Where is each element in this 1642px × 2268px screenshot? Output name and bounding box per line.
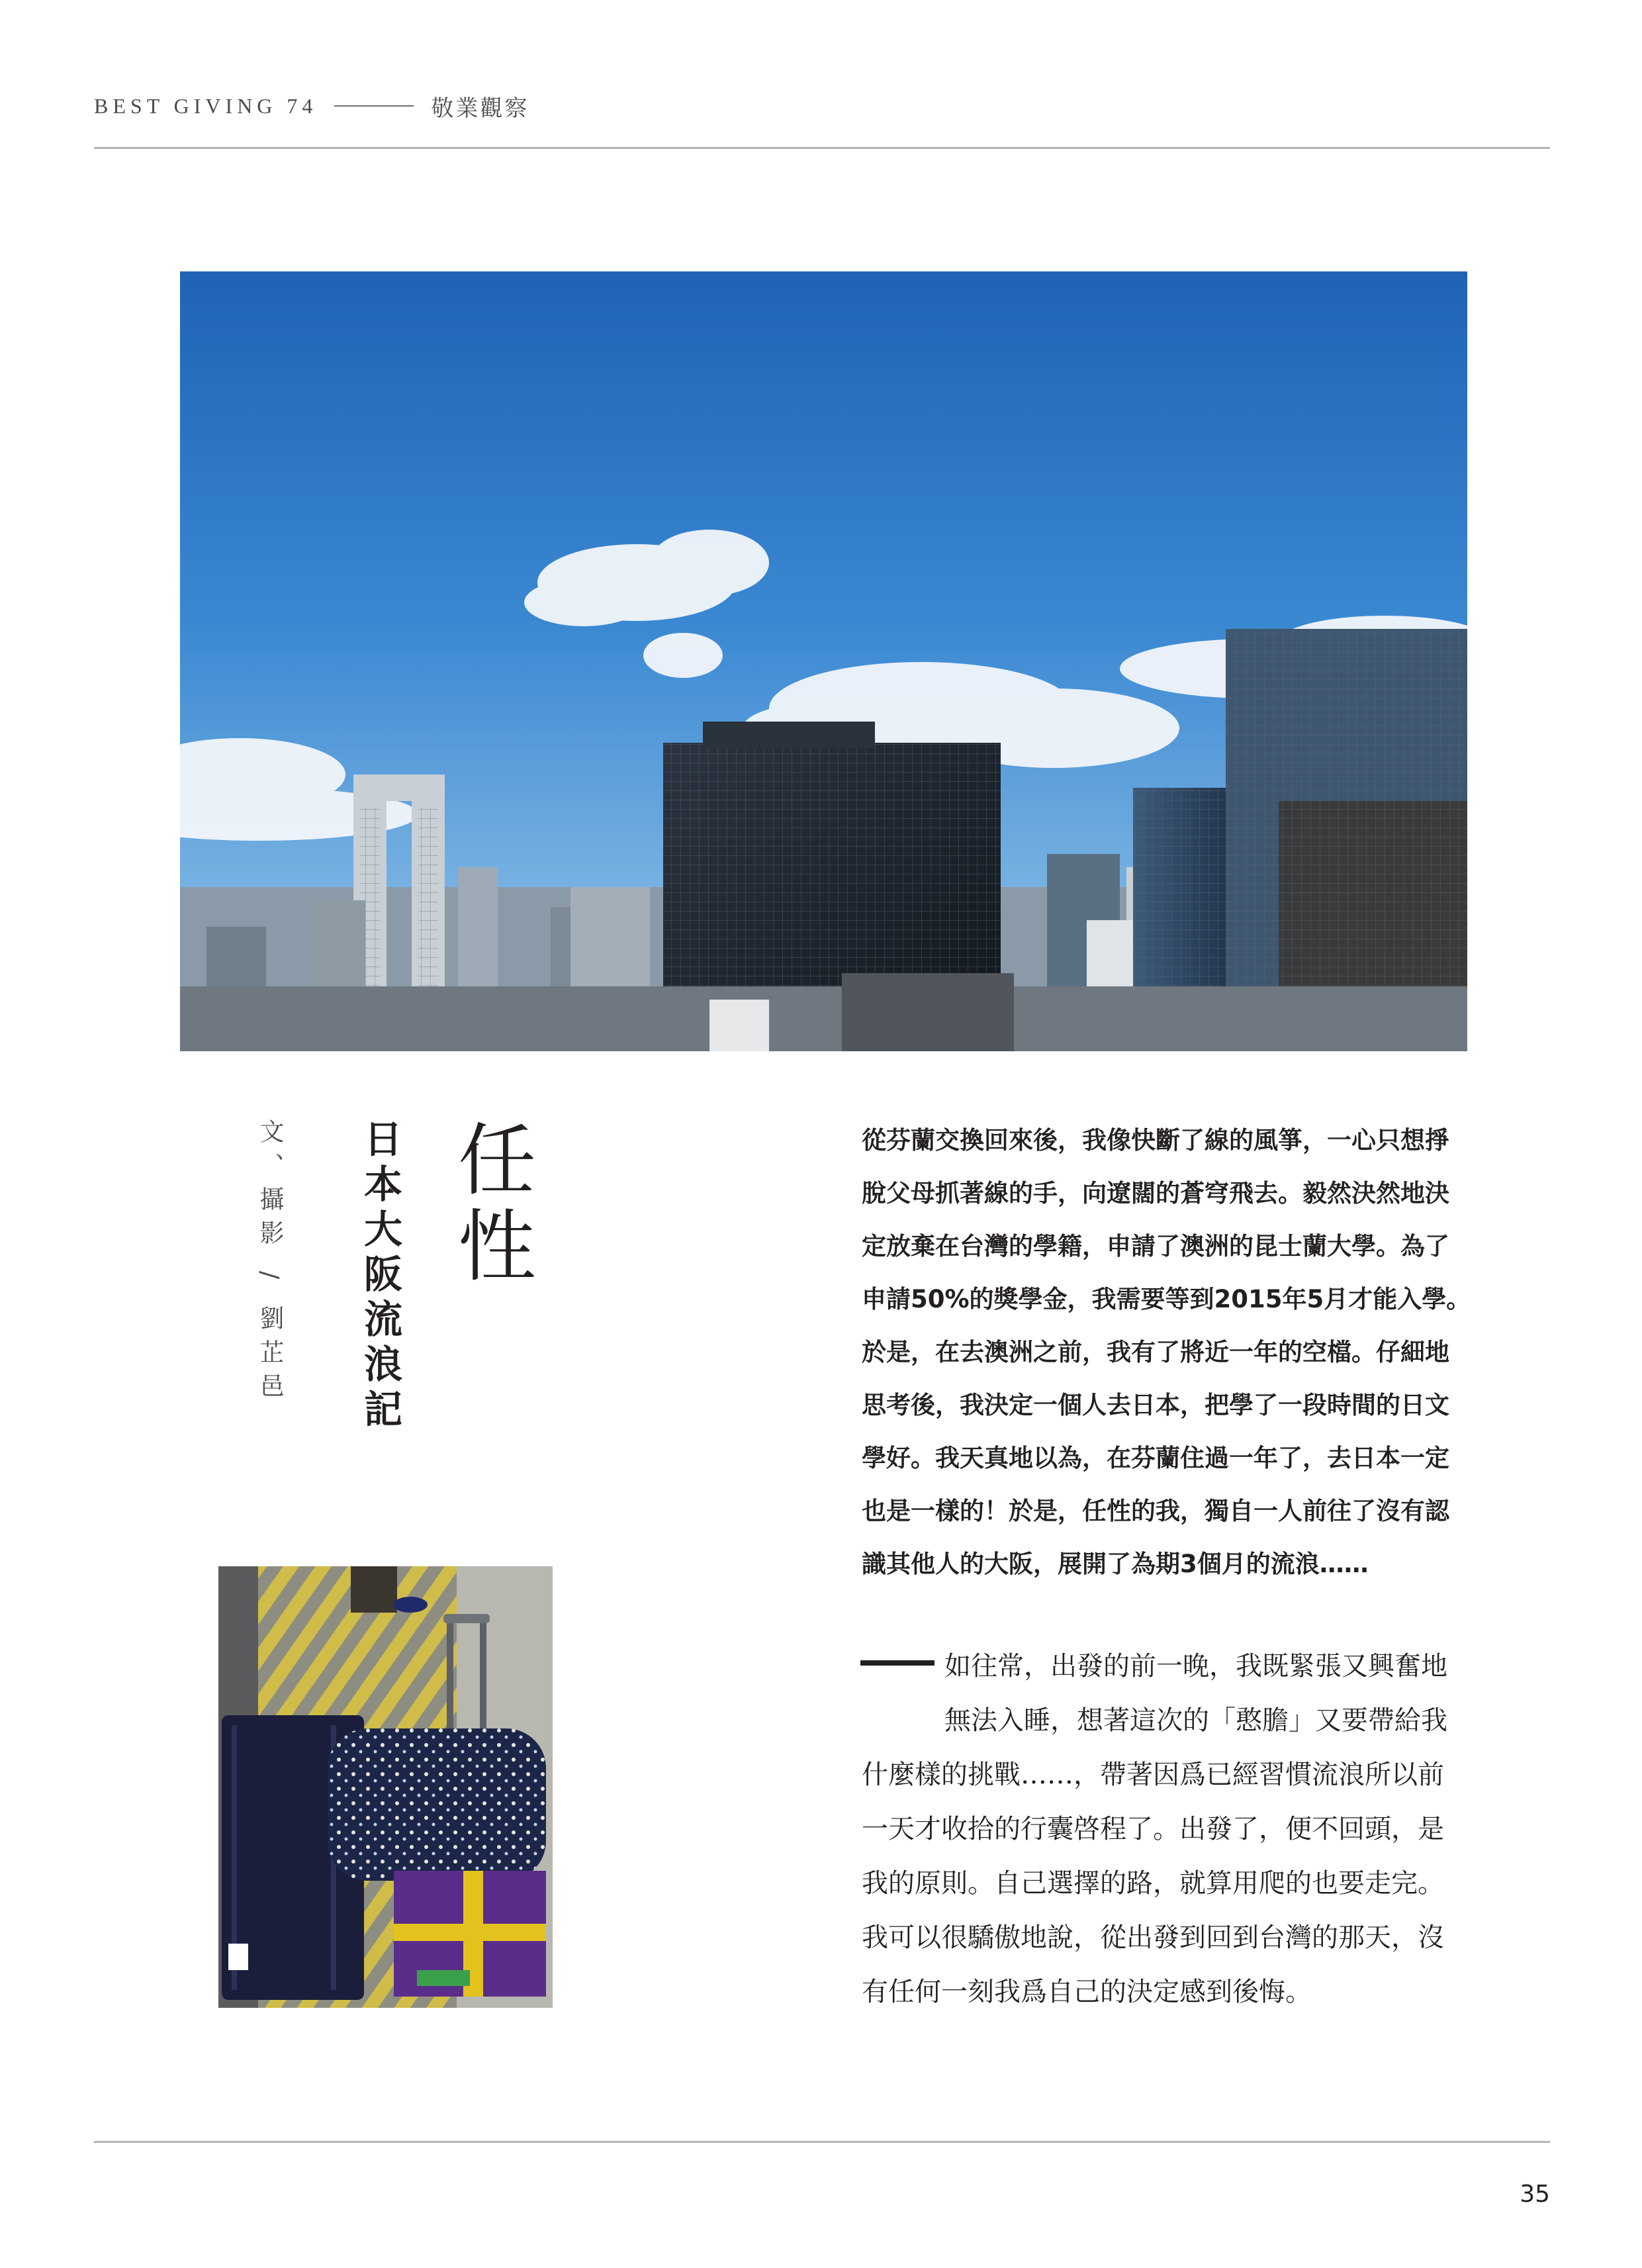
running-header xyxy=(94,91,1550,120)
intro-line: 脫父母抓著線的手，向遼闊的蒼穹飛去。毅然決然地決 xyxy=(862,1179,1449,1207)
header-rule xyxy=(94,147,1550,149)
luggage-illustration xyxy=(218,1566,553,2008)
body-line: 什麼樣的挑戰……，帶著因爲已經習慣流浪所以前 xyxy=(862,1760,1444,1790)
page-number: 35 xyxy=(1520,2181,1550,2208)
body-line: 如往常，出發的前一晚，我既緊張又興奮地 xyxy=(944,1651,1447,1681)
intro-line: 也是一樣的！於是，任性的我，獨自一人前往了沒有認 xyxy=(862,1497,1449,1525)
intro-paragraph xyxy=(862,1114,1471,1591)
body-line: 我的原則。自己選擇的路，就算用爬的也要走完。 xyxy=(862,1868,1444,1899)
body-line: 有任何一刻我爲自己的決定感到後悔。 xyxy=(862,1977,1312,2007)
intro-line: 識其他人的大阪，展開了為期3個月的流浪…… xyxy=(862,1550,1369,1578)
section-name: 敬業觀察 xyxy=(431,95,529,122)
luggage-photo xyxy=(218,1566,553,2008)
intro-line: 思考後，我決定一個人去日本，把學了一段時間的日文 xyxy=(862,1391,1449,1419)
intro-line: 從芬蘭交換回來後，我像快斷了線的風箏，一心只想掙 xyxy=(862,1126,1449,1155)
intro-line: 學好。我天真地以為，在芬蘭住過一年了，去日本一定 xyxy=(862,1444,1449,1472)
body-line: 無法入睡，想著這次的「憨膽」又要帶給我 xyxy=(944,1705,1447,1736)
header-dash xyxy=(334,105,414,107)
magazine-name: BEST GIVING 74 xyxy=(94,93,318,118)
body-paragraph xyxy=(862,1639,1471,2019)
article-byline: 文、攝影 / 劉芷邑 xyxy=(255,1119,284,1407)
body-line: 我可以很驕傲地說，從出發到回到台灣的那天，沒 xyxy=(862,1922,1444,1953)
footer-rule xyxy=(94,2141,1550,2143)
intro-line: 定放棄在台灣的學籍，申請了澳洲的昆士蘭大學。為了 xyxy=(862,1232,1449,1260)
article-title: 任性 xyxy=(445,1119,536,1291)
intro-line: 於是，在去澳洲之前，我有了將近一年的空檔。仔細地 xyxy=(862,1338,1449,1366)
hero-photo-osaka-skyline xyxy=(180,271,1467,1051)
article-subtitle: 日本大阪流浪記 xyxy=(357,1119,402,1434)
body-line: 一天才收拾的行囊啓程了。出發了，便不回頭，是 xyxy=(862,1814,1444,1844)
skyline-illustration xyxy=(180,271,1467,1051)
intro-line: 申請50%的獎學金，我需要等到2015年5月才能入學。 xyxy=(862,1285,1471,1313)
